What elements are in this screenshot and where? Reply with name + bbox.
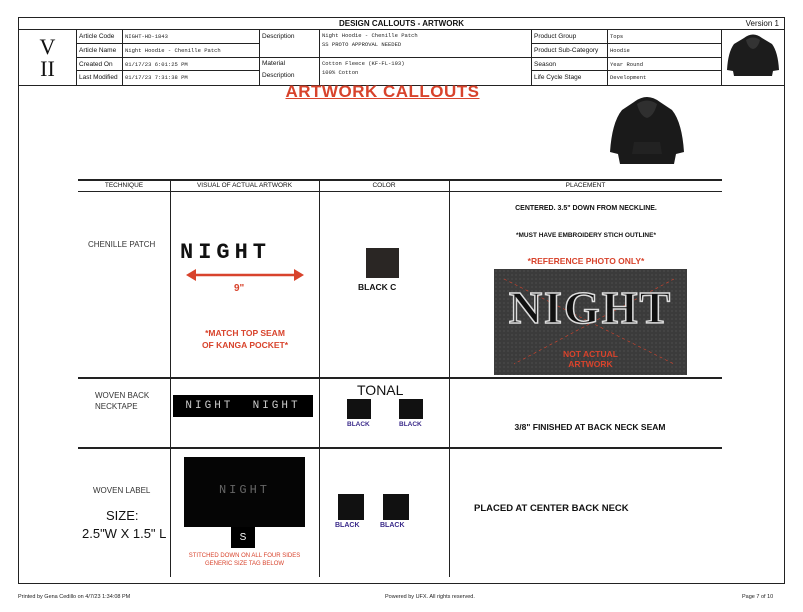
reference-not-actual: NOT ACTUAL ARTWORK [563,349,618,369]
color-black-c-label: BLACK C [358,282,397,292]
row-1-rule [78,377,722,379]
table-header-rule [78,191,722,192]
label-size-heading: SIZE: [106,508,139,523]
footer-printed-by: Printed by Gena Cedillo on 4/7/23 1:34:08 PM [18,594,131,600]
technique-woven-label: WOVEN LABEL [93,486,151,495]
version-label: Version 1 [745,19,779,28]
woven-label-visual [184,457,305,527]
article-name-label: Article Name [77,44,123,58]
chenille-dimension: 9" [234,283,245,294]
label-color-2: BLACK [380,522,405,529]
description-label: Description [260,30,320,58]
size-tag: S [231,527,255,548]
col-header-color: COLOR [372,182,396,189]
swatch-label-black-2 [383,494,409,520]
placement-neck-seam: 3/8" FINISHED AT BACK NECK SEAM [514,422,666,432]
necktape-visual: NIGHT NIGHT [173,395,313,417]
chenille-night-word: NIGHT [180,240,272,265]
material-value: Cotton Fleece (KF-FL-193) 100% Cotton [320,58,532,85]
swatch-black-c [366,248,399,278]
footer-powered-by: Powered by UFX. All rights reserved. [385,594,475,600]
placement-reference-note: *REFERENCE PHOTO ONLY* [527,256,645,266]
col-header-technique: TECHNIQUE [104,182,144,189]
top-bar [19,18,784,30]
last-modified-label: Last Modified [77,71,123,85]
col-divider-2 [319,179,320,577]
brand-logo: V II [19,30,77,85]
product-group-value: Tops [608,30,722,44]
article-code-label: Article Code [77,30,123,44]
dimension-arrow-icon [186,268,304,287]
article-name-value: Night Hoodie - Chenille Patch [123,44,260,58]
reference-night-word: NIGHT [508,282,673,333]
lifecycle-value: Development [608,71,722,85]
necktape-color-label-2: BLACK [399,421,422,428]
material-label: Material Description [260,58,320,85]
chenille-note: *MATCH TOP SEAM OF KANGA POCKET* [201,328,289,350]
product-subcategory-label: Product Sub-Category [532,44,608,58]
description-value: Night Hoodie - Chenille Patch SS PROTO APPROVAL NEEDED [320,30,532,58]
created-on-label: Created On [77,58,123,71]
technique-woven-necktape: WOVEN BACK NECKTAPE [95,391,150,411]
necktape-color-label-1: BLACK [347,421,370,428]
lifecycle-label: Life Cycle Stage [532,71,608,85]
header-table [19,30,784,86]
season-value: Year Round [608,58,722,71]
row-2-rule [78,447,722,449]
col-header-visual: VISUAL OF ACTUAL ARTWORK [196,182,293,189]
footer-page-number: Page 7 of 10 [742,594,774,600]
placement-center-back: PLACED AT CENTER BACK NECK [474,503,629,514]
col-header-placement: PLACEMENT [565,182,606,189]
article-code-value: NIGHT-HD-1843 [123,30,260,44]
col-divider-1 [170,179,171,577]
artwork-callouts-title: ARTWORK CALLOUTS [285,82,480,101]
reference-photo [494,269,687,375]
document-title: DESIGN CALLOUTS - ARTWORK [338,19,465,28]
swatch-necktape-black-2 [399,399,423,419]
product-group-label: Product Group [532,30,608,44]
product-subcategory-value: Hoodie [608,44,722,58]
placement-stitch-outline: *MUST HAVE EMBROIDERY STICH OUTLINE* [515,232,656,239]
placement-centered: CENTERED. 3.5" DOWN FROM NECKLINE. [515,205,657,212]
hoodie-thumbnail [722,30,784,85]
tonal-label: TONAL [357,382,404,398]
hoodie-photo [606,92,688,174]
label-color-1: BLACK [335,522,360,529]
created-on-value: 01/17/23 6:01:25 PM [123,58,260,71]
label-size-value: 2.5"W X 1.5" L [82,526,167,541]
season-label: Season [532,58,608,71]
woven-label-note: STITCHED DOWN ON ALL FOUR SIDES GENERIC SIZE TAG BELOW [188,553,301,567]
last-modified-value: 01/17/23 7:31:38 PM [123,71,260,85]
technique-chenille-patch: CHENILLE PATCH [88,240,156,249]
woven-label-night: NIGHT [218,483,270,497]
swatch-label-black-1 [338,494,364,520]
swatch-necktape-black-1 [347,399,371,419]
